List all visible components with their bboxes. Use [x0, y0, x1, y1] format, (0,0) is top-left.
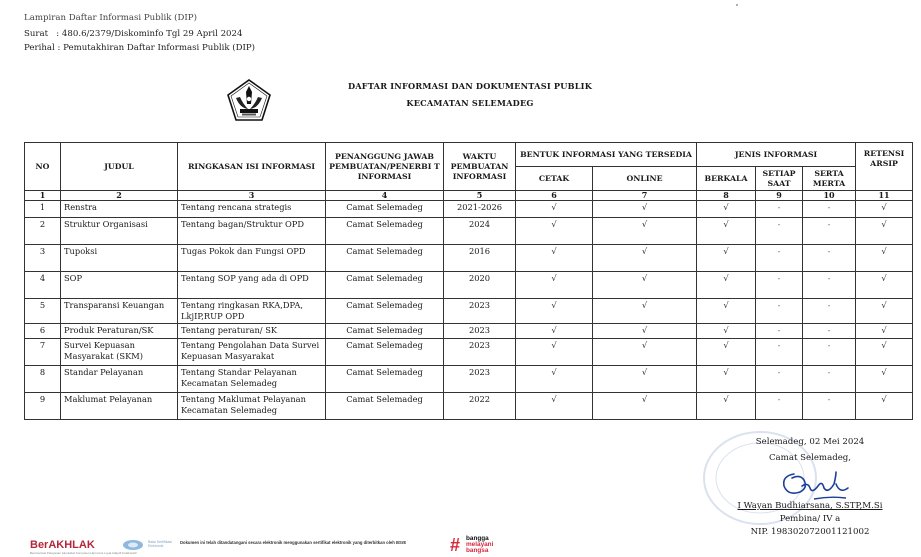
header-setiap-saat: SETIAP SAAT	[756, 167, 803, 191]
row-responsible: Camat Selemadeg	[326, 366, 444, 393]
row-summary: Tugas Pokok dan Fungsi OPD	[178, 245, 326, 272]
row-anytime-value: -	[756, 245, 803, 272]
row-time: 2021-2026	[444, 201, 516, 218]
row-retention-check: √	[856, 324, 913, 339]
row-retention-check: √	[856, 201, 913, 218]
table-row	[25, 339, 913, 366]
row-number: 1	[25, 201, 61, 218]
row-number: 9	[25, 393, 61, 420]
row-online-check: √	[593, 299, 697, 324]
scan-speck	[736, 4, 738, 6]
row-immediate-value: -	[803, 299, 856, 324]
header-penanggung-jawab: PENANGGUNG JAWAB PEMBUATAN/PENERBI T INFORMASI	[326, 143, 444, 191]
table-row	[25, 245, 913, 272]
row-online-check: √	[593, 393, 697, 420]
row-immediate-value: -	[803, 366, 856, 393]
row-number: 5	[25, 299, 61, 324]
hashtag-icon: #	[450, 535, 461, 555]
bsre-label: Balai Sertifikasi Elektronik	[148, 540, 172, 548]
row-print-check: √	[516, 218, 593, 245]
header-judul: JUDUL	[61, 143, 178, 191]
row-time: 2022	[444, 393, 516, 420]
column-number: 4	[326, 191, 444, 201]
melayani-word: melayani	[466, 541, 494, 548]
row-immediate-value: -	[803, 218, 856, 245]
header-online: ONLINE	[593, 167, 697, 191]
table-row	[25, 218, 913, 245]
row-periodic-check: √	[697, 339, 756, 366]
signatory-position: Camat Selemadeg,	[768, 453, 852, 463]
row-time: 2023	[444, 366, 516, 393]
row-periodic-check: √	[697, 393, 756, 420]
row-anytime-value: -	[756, 218, 803, 245]
row-retention-check: √	[856, 299, 913, 324]
column-number: 8	[697, 191, 756, 201]
row-summary: Tentang Standar Pelayanan Kecamatan Selemadeg	[178, 366, 326, 393]
row-title: Survei Kepuasan Masyarakat (SKM)	[61, 339, 178, 366]
row-retention-check: √	[856, 366, 913, 393]
header-bentuk-informasi: BENTUK INFORMASI YANG TERSEDIA	[516, 143, 697, 167]
header-retensi-arsip: RETENSI ARSIP	[856, 143, 913, 191]
row-title: SOP	[61, 272, 178, 299]
row-summary: Tentang rencana strategis	[178, 201, 326, 218]
row-print-check: √	[516, 339, 593, 366]
row-periodic-check: √	[697, 324, 756, 339]
signatory-rank: Pembina/ IV a	[779, 514, 841, 524]
row-anytime-value: -	[756, 272, 803, 299]
row-time: 2024	[444, 218, 516, 245]
bangga-melayani-bangsa-logo	[450, 536, 530, 556]
row-periodic-check: √	[697, 201, 756, 218]
column-number: 7	[593, 191, 697, 201]
row-retention-check: √	[856, 339, 913, 366]
row-responsible: Camat Selemadeg	[326, 201, 444, 218]
table-row	[25, 201, 913, 218]
row-online-check: √	[593, 272, 697, 299]
bangga-word: bangga	[466, 535, 489, 542]
row-print-check: √	[516, 272, 593, 299]
row-time: 2016	[444, 245, 516, 272]
column-number: 9	[756, 191, 803, 201]
row-title: Produk Peraturan/SK	[61, 324, 178, 339]
row-periodic-check: √	[697, 299, 756, 324]
row-online-check: √	[593, 218, 697, 245]
row-number: 3	[25, 245, 61, 272]
row-print-check: √	[516, 393, 593, 420]
subject-line: Perihal : Pemutakhiran Daftar Informasi Publik (DIP)	[24, 43, 256, 53]
bangsa-word: bangsa	[466, 547, 489, 554]
row-anytime-value: -	[756, 324, 803, 339]
header-cetak: CETAK	[516, 167, 593, 191]
information-list-table	[24, 142, 913, 420]
row-online-check: √	[593, 339, 697, 366]
row-responsible: Camat Selemadeg	[326, 339, 444, 366]
table-row	[25, 393, 913, 420]
row-summary: Tentang Maklumat Pelayanan Kecamatan Selemadeg	[178, 393, 326, 420]
row-time: 2023	[444, 324, 516, 339]
row-time: 2023	[444, 299, 516, 324]
row-number: 4	[25, 272, 61, 299]
berakhlak-tagline: Berorientasi Pelayanan Akuntabel Kompeten Harmonis Loyal Adaptif Kolaboratif	[30, 551, 137, 555]
row-anytime-value: -	[756, 366, 803, 393]
attachment-line: Lampiran Daftar Informasi Publik (DIP)	[24, 13, 197, 23]
row-periodic-check: √	[697, 272, 756, 299]
handwritten-signature-icon	[774, 466, 864, 502]
column-number: 1	[25, 191, 61, 201]
row-title: Struktur Organisasi	[61, 218, 178, 245]
row-summary: Tentang ringkasan RKA,DPA, LkjIP,RUP OPD	[178, 299, 326, 324]
row-print-check: √	[516, 245, 593, 272]
letter-number-line: Surat : 480.6/2379/Diskominfo Tgl 29 April 2024	[24, 29, 243, 39]
row-anytime-value: -	[756, 339, 803, 366]
row-summary: Tentang SOP yang ada di OPD	[178, 272, 326, 299]
row-immediate-value: -	[803, 393, 856, 420]
row-retention-check: √	[856, 218, 913, 245]
row-print-check: √	[516, 324, 593, 339]
header-jenis-informasi: JENIS INFORMASI	[697, 143, 856, 167]
row-anytime-value: -	[756, 393, 803, 420]
row-retention-check: √	[856, 272, 913, 299]
row-print-check: √	[516, 299, 593, 324]
header-ringkasan: RINGKASAN ISI INFORMASI	[178, 143, 326, 191]
row-print-check: √	[516, 201, 593, 218]
signature-place-date: Selemadeg, 02 Mei 2024	[755, 437, 865, 447]
column-number: 5	[444, 191, 516, 201]
row-summary: Tentang Pengolahan Data Survei Kepuasan Masyarakat	[178, 339, 326, 366]
signatory-name: I Wayan Budhiarsana, S.STP,M.Si	[737, 501, 883, 511]
row-summary: Tentang bagan/Struktur OPD	[178, 218, 326, 245]
row-online-check: √	[593, 201, 697, 218]
row-responsible: Camat Selemadeg	[326, 324, 444, 339]
row-time: 2020	[444, 272, 516, 299]
row-title: Renstra	[61, 201, 178, 218]
row-number: 2	[25, 218, 61, 245]
column-number: 3	[178, 191, 326, 201]
berakhlak-wordmark: BerAKHLAK	[30, 539, 95, 551]
row-title: Tupoksi	[61, 245, 178, 272]
header-serta-merta: SERTA MERTA	[803, 167, 856, 191]
regency-emblem-icon	[226, 78, 272, 122]
row-immediate-value: -	[803, 272, 856, 299]
signatory-nip: NIP. 198302072001121002	[750, 527, 870, 537]
header-waktu: WAKTU PEMBUATAN INFORMASI	[444, 143, 516, 191]
row-retention-check: √	[856, 245, 913, 272]
row-online-check: √	[593, 245, 697, 272]
row-responsible: Camat Selemadeg	[326, 393, 444, 420]
row-number: 8	[25, 366, 61, 393]
column-number: 11	[856, 191, 913, 201]
footer	[30, 536, 510, 556]
row-periodic-check: √	[697, 366, 756, 393]
row-number: 6	[25, 324, 61, 339]
row-print-check: √	[516, 366, 593, 393]
table-row	[25, 272, 913, 299]
column-number: 2	[61, 191, 178, 201]
column-number: 6	[516, 191, 593, 201]
electronic-signature-note: Dokumen ini telah ditandatangani secara elektronik menggunakan sertifikat elektronik yang diterbitkan oleh BSrE	[180, 540, 407, 545]
table-row	[25, 299, 913, 324]
row-periodic-check: √	[697, 245, 756, 272]
row-number: 7	[25, 339, 61, 366]
document-subtitle: KECAMATAN SELEMADEG	[406, 98, 534, 108]
row-immediate-value: -	[803, 339, 856, 366]
bsre-logo-icon	[122, 539, 144, 551]
row-immediate-value: -	[803, 201, 856, 218]
document-title: DAFTAR INFORMASI DAN DOKUMENTASI PUBLIK	[347, 81, 593, 91]
row-summary: Tentang peraturan/ SK	[178, 324, 326, 339]
row-online-check: √	[593, 366, 697, 393]
row-responsible: Camat Selemadeg	[326, 245, 444, 272]
row-anytime-value: -	[756, 299, 803, 324]
row-anytime-value: -	[756, 201, 803, 218]
row-title: Standar Pelayanan	[61, 366, 178, 393]
row-immediate-value: -	[803, 245, 856, 272]
row-immediate-value: -	[803, 324, 856, 339]
header-no: NO	[25, 143, 61, 191]
berakhlak-logo	[30, 539, 136, 555]
row-retention-check: √	[856, 393, 913, 420]
row-responsible: Camat Selemadeg	[326, 299, 444, 324]
row-periodic-check: √	[697, 218, 756, 245]
header-berkala: BERKALA	[697, 167, 756, 191]
column-number: 10	[803, 191, 856, 201]
row-online-check: √	[593, 324, 697, 339]
row-time: 2023	[444, 339, 516, 366]
table-row	[25, 366, 913, 393]
row-title: Transparansi Keuangan	[61, 299, 178, 324]
row-responsible: Camat Selemadeg	[326, 218, 444, 245]
table-row	[25, 324, 913, 339]
row-title: Maklumat Pelayanan	[61, 393, 178, 420]
row-responsible: Camat Selemadeg	[326, 272, 444, 299]
